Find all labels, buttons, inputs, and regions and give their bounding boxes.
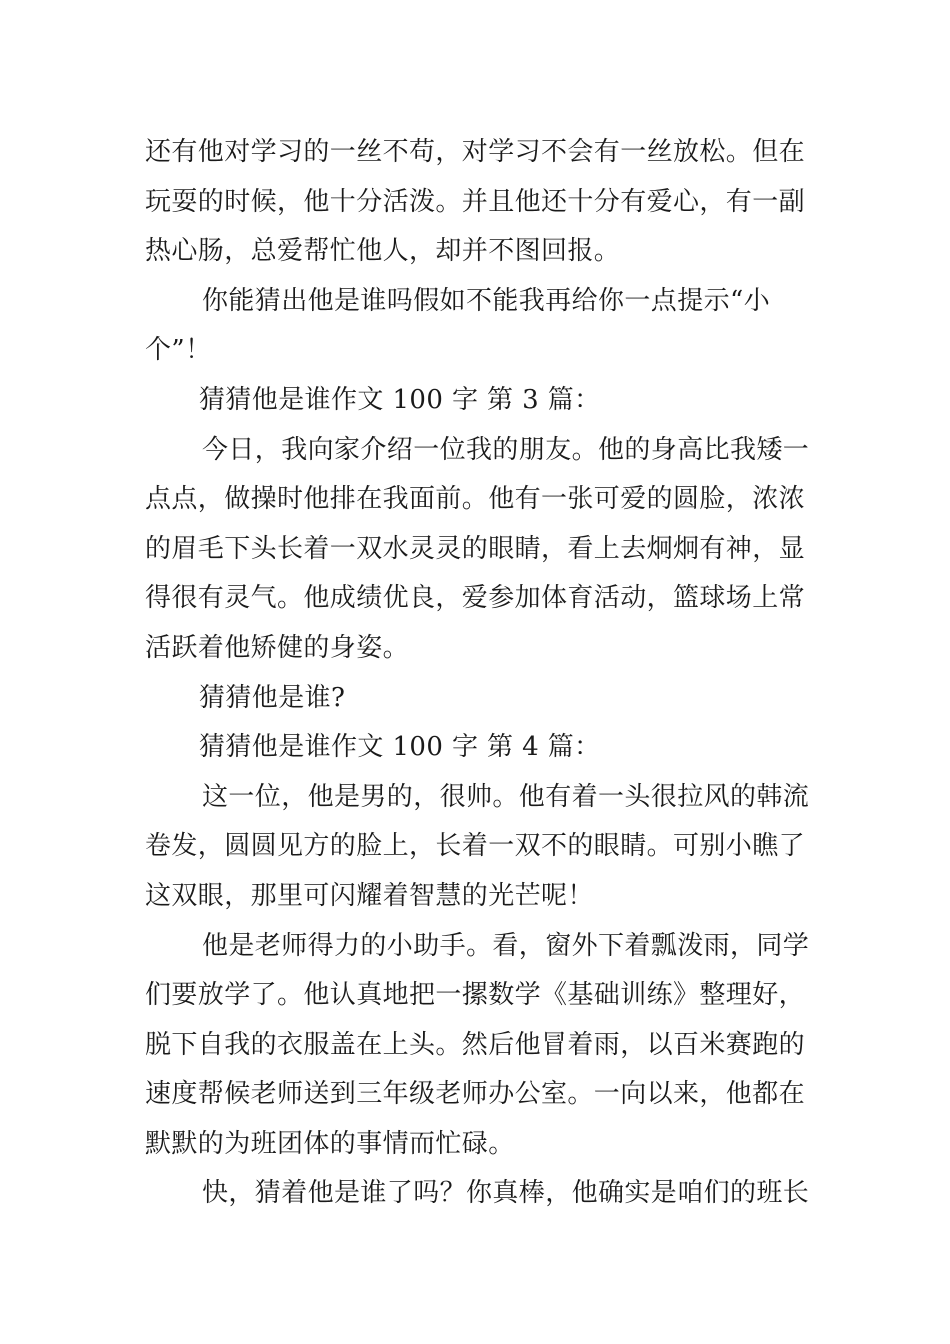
paragraph-line: 热心肠，总爱帮忙他人，却并不图回报。 [145,236,621,267]
paragraph-line: 这一位，他是男的，很帅。他有着一头很拉风的韩流 [202,781,810,812]
paragraph-line: 卷发，圆圆见方的脸上，长着一双不的眼睛。可别小瞧了 [145,831,806,862]
paragraph-line: 脱下自我的衣服盖在上头。然后他冒着雨，以百米赛跑的 [145,1029,806,1060]
paragraph-line: 个”！ [145,335,212,366]
paragraph-line: 的眉毛下头长着一双水灵灵的眼睛，看上去炯炯有神，显 [145,533,806,564]
document-page [145,128,810,1219]
paragraph-line: 活跃着他矫健的身姿。 [145,632,410,663]
paragraph-line: 你能猜出他是谁吗假如不能我再给你一点提示“小 [202,285,771,316]
paragraph-line: 猜猜他是谁? [199,682,346,713]
paragraph-line: 他是老师得力的小助手。看，窗外下着瓢泼雨，同学 [202,930,810,961]
paragraph-line: 默默的为班团体的事情而忙碌。 [145,1128,515,1159]
paragraph-line: 还有他对学习的一丝不苟，对学习不会有一丝放松。但在 [145,137,806,167]
section-heading: 猜猜他是谁作文 100 字 第 3 篇： [199,384,601,415]
paragraph-line: 这双眼，那里可闪耀着智慧的光芒呢！ [145,880,594,911]
paragraph-line: 玩耍的时候，他十分活泼。并且他还十分有爱心，有一副 [145,186,806,217]
paragraph-line: 得很有灵气。他成绩优良，爱参加体育活动，篮球场上常 [145,583,806,614]
paragraph-line: 今日，我向家介绍一位我的朋友。他的身高比我矮一 [202,434,810,465]
paragraph-line: 速度帮候老师送到三年级老师办公室。一向以来，他都在 [145,1079,806,1110]
paragraph-line: 点点，做操时他排在我面前。他有一张可爱的圆脸，浓浓 [145,484,806,515]
paragraph-line: 快，猜着他是谁了吗？你真棒，他确实是咱们的班长 [202,1178,810,1209]
paragraph-line: 们要放学了。他认真地把一摞数学《基础训练》整理好， [145,980,806,1011]
section-heading: 猜猜他是谁作文 100 字 第 4 篇： [199,732,601,763]
